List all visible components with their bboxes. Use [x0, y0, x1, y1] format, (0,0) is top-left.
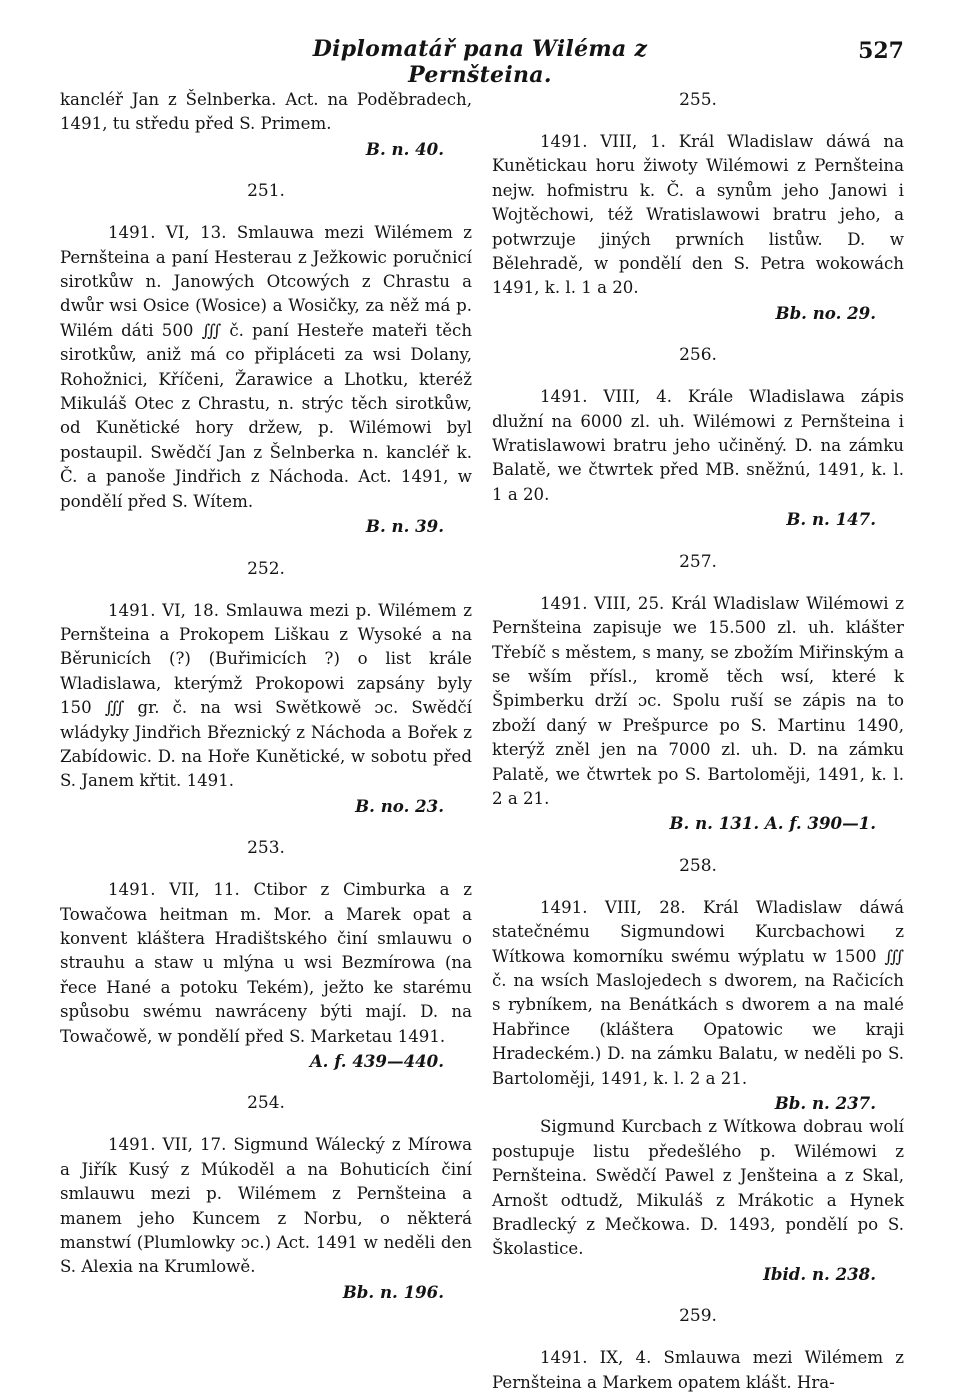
entry-reference-255: Bb. no. 29. — [775, 302, 876, 323]
entry-reference-257: B. n. 131. A. f. 390—1. — [669, 813, 876, 834]
entry-number-252: 252. — [247, 558, 285, 579]
entry-reference-256: B. n. 147. — [786, 509, 876, 530]
carryover-text: kancléř Jan z Šelnberka. Act. na Poděbradech, 1491, tu středu před S. Primem. — [60, 90, 472, 134]
entry-number-255: 255. — [679, 90, 717, 110]
entry-text-258: 1491. VIII, 28. Král Wladislaw dáwá statečnému Sigmundowi Kurcbachowi z Wítkowa komorníku swému wýplatu w 1500 ∭ č. na wsích Maslojedech s dworem, na Račicích s rybníkem, na Benátkách s dworem a na malé Habřince (kláštera Opatowic we kraji Hradeckém.) D. na zámku Balatu, w neděli po S. Bartoloměji, 1491, k. l. 2 a 21. — [492, 897, 904, 1088]
page-title: Diplomatář pana Wiléma z Pernšteina. — [312, 36, 648, 88]
entry-number-257: 257. — [679, 551, 717, 572]
left-column — [60, 88, 472, 1304]
carryover-reference: B. n. 40. — [365, 138, 444, 159]
entry-number-251: 251. — [247, 181, 285, 202]
entry-number-258: 258. — [679, 855, 717, 876]
entry-number-254: 254. — [247, 1093, 285, 1114]
entry-text-258-continued: Sigmund Kurcbach z Wítkowa dobrau wolí postupuje listu předešlého p. Wilémowi z Pernšteina. Swědčí Pawel z Jenšteina a z Skal, Arnošt odtudž, Mikuláš z Mrákotic a Hynek Bradlecký z Mečkowa. D. 1493, pondělí po S. Školastice. — [492, 1117, 904, 1259]
right-column — [492, 88, 904, 1395]
entry-text-255: 1491. VIII, 1. Král Wladislaw dáwá na Kunětickau horu žiwoty Wilémowi z Pernšteina nejw. hofmistru k. Č. a synům jeho Janowi i Wojtěchowi, též Wratislawowi bratru jeho, a potwrzuje jiných prwních listůw. D. w Bělehradě, w pondělí den S. Petra wokowách 1491, k. l. 1 a 20. — [492, 132, 904, 298]
entry-reference-254: Bb. n. 196. — [342, 1281, 444, 1302]
entry-text-256: 1491. VIII, 4. Krále Wladislawa zápis dlužní na 6000 zl. uh. Wilémowi z Pernšteina i Wratislawowi bratru jeho učiněný. D. na zámku Balatě, we čtwrtek před MB. sněžnú, 1491, k. l. 1 a 20. — [492, 387, 904, 504]
entry-text-252: 1491. VI, 18. Smlauwa mezi p. Wilémem z Pernšteina a Prokopem Liškau z Wysoké a na Běrunicích (?) (Buřimicích ?) o list krále Wladislawa, kterýmž Prokopowi zapsány byly 150 ∭ gr. č. na wsi Swětkowě ɔc. Swědčí wládyky Jindřich Březnický z Náchoda a Bořek z Zabídowic. D. na Hoře Kunětické, w sobotu před S. Janem křtit. 1491. — [60, 600, 472, 791]
entry-text-253: 1491. VII, 11. Ctibor z Cimburka a z Towačowa heitman m. Mor. a Marek opat a konvent kláštera Hradištského činí smlauwu o strauhu a staw u mlýna u wsi Bezmírowa (na řece Hané a potoku Tekém), ježto ke starému spůsobu swému nawráceny býti mají. D. na Towačowě, w pondělí před S. Marketau 1491. — [60, 880, 472, 1046]
entry-text-251: 1491. VI, 13. Smlauwa mezi Wilémem z Pernšteina a paní Hesterau z Ježkowic poručnicí sirotkůw n. Janowých Otcowých z Chrastu a dwůr wsi Osice (Wosice) a Wosičky, za něž má p. Wilém dáti 500 ∭ č. paní Hesteře mateři těch sirotkůw, aniž má co připláceti za wsi Dolany, Rohožnici, Kříčeni, Žarawice a Lhotku, kteréž Mikuláš Otec z Chrastu, n. strýc těch sirotkůw, od Kunětické hory držew, p. Wilémowi byl postaupil. Swědčí Jan z Šelnberka n. kancléř k. Č. a panoše Jindřich z Náchoda. Act. 1491, w pondělí před S. Wítem. — [60, 223, 472, 511]
entry-reference-253: A. f. 439—440. — [309, 1051, 444, 1071]
entry-reference-252: B. no. 23. — [355, 795, 444, 816]
entry-text-257: 1491. VIII, 25. Král Wladislaw Wilémowi z Pernšteina zapisuje we 15.500 zl. uh. klášter Třebíč s městem, s many, se zbožím Miřinským a se wším přísl., kromě těch wsí, které k Špimberku drží ɔc. Spolu ruší se zápis na to zboží daný w Prešpurce po S. Martinu 1490, kterýž zněl jen na 7000 zl. uh. D. na zámku Palatě, we čtwrtek po S. Bartoloměji, 1491, k. l. 2 a 21. — [492, 593, 904, 808]
entry-number-256: 256. — [679, 345, 717, 366]
entry-reference-258-continued: Ibid. n. 238. — [763, 1263, 876, 1284]
entry-number-253: 253. — [247, 838, 285, 859]
entry-number-259: 259. — [679, 1306, 717, 1327]
entry-reference-258: Bb. n. 237. — [774, 1093, 876, 1113]
page-number: 527 — [858, 38, 904, 64]
entry-text-254: 1491. VII, 17. Sigmund Wálecký z Mírowa a Jiřík Kusý z Múkoděl a na Bohuticích činí smlauwu mezi p. Wilémem z Pernšteina a manem jeho Kuncem z Norbu, o některá manstwí (Plumlowky ɔc.) Act. 1491 w neděli den S. Alexia na Krumlowě. — [60, 1135, 472, 1277]
entry-reference-251: B. n. 39. — [365, 516, 444, 537]
entry-text-259: 1491. IX, 4. Smlauwa mezi Wilémem z Pernšteina a Markem opatem klášt. Hra- — [492, 1348, 904, 1392]
